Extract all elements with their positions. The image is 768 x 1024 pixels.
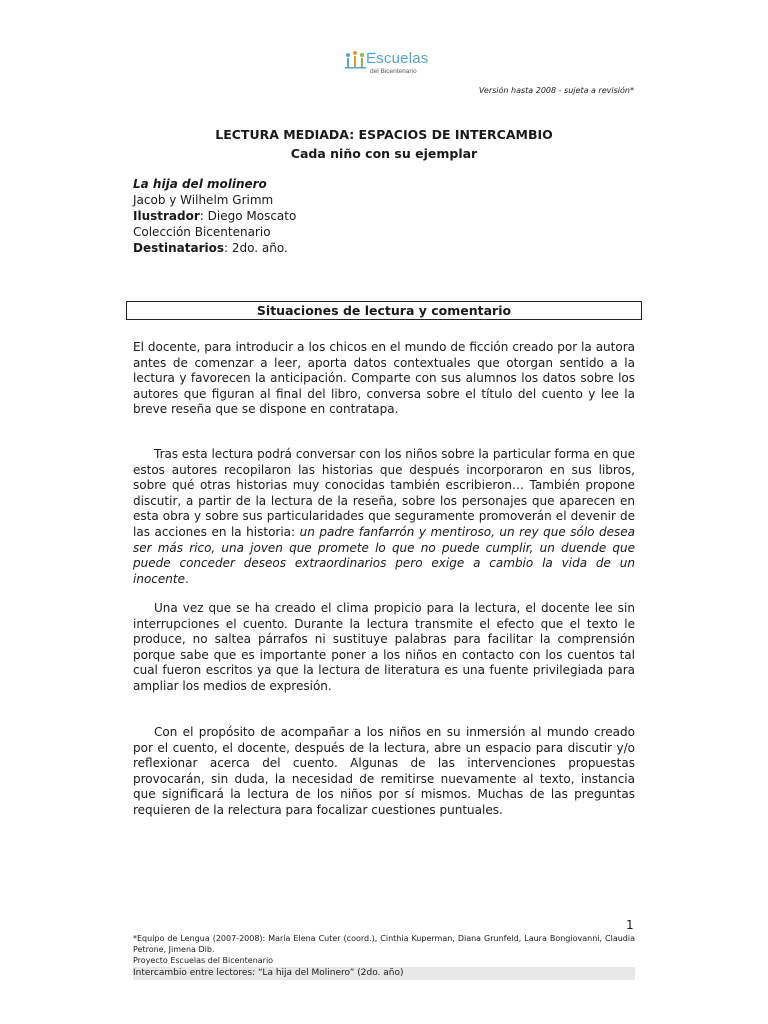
logo-title: Escuelas [366, 50, 429, 67]
document-title: LECTURA MEDIADA: ESPACIOS DE INTERCAMBIO [215, 127, 553, 142]
paragraph-2 [133, 447, 635, 587]
children-figures-icon [344, 50, 368, 72]
illustrator-label: Ilustrador [133, 209, 200, 223]
footnote-credits: *Equipo de Lengua (2007-2008): María Elena Cuter (coord.), Cinthia Kuperman, Diana Grunfeld, Laura Bongiovanni, Claudia Petrone, Jimena Dib. [133, 934, 635, 954]
illustrator-value: : Diego Moscato [199, 209, 297, 223]
paragraph-4: Con el propósito de acompañar a los niños en su inmersión al mundo creado por el cuento, el docente, después de la lectura, abre un espacio para discutir y/o reflexionar acerca del cuento. Algunas de las intervenciones propuestas provocarán, sin duda, la necesidad de remitirse nuevamente al texto, instancia que significará la lectura de los niños por sí mismos. Muchas de las preguntas requieren de la relectura para focalizar cuestiones puntuales. [133, 725, 635, 817]
escuelas-logo [344, 48, 454, 82]
paragraph-1: El docente, para introducir a los chicos en el mundo de ficción creado por la autora antes de comenzar a leer, aporta datos contextuales que otorgan sentido a la lectura y favorecen la anticipación. Comparte con sus alumnos los datos sobre los autores que figuran al final del libro, conversa sobre el título del cuento y lee la breve reseña que se dispone en contratapa. [133, 340, 635, 417]
recipients-value: : 2do. año. [223, 241, 288, 255]
book-authors: Jacob y Wilhelm Grimm [133, 193, 274, 207]
paragraph-2-end: . [184, 571, 189, 586]
logo-subtitle: del Bicentenario [370, 68, 417, 75]
book-illustrator [133, 208, 296, 224]
recipients-label: Destinatarios [133, 241, 224, 255]
book-metadata [133, 176, 296, 256]
book-collection: Colección Bicentenario [133, 225, 271, 239]
section-title-box: Situaciones de lectura y comentario [126, 301, 642, 320]
paragraph-3: Una vez que se ha creado el clima propicio para la lectura, el docente lee sin interrupciones el cuento. Durante la lectura transmite el efecto que el texto le produce, no saltea párrafos ni sustituye palabras para facilitar la comprensión porque sabe que es importante poner a los niños en contacto con los cuentos tal cual fueron escritos ya que la lectura de literatura es una fuente privilegiada para ampliar los medios de expresión. [133, 601, 635, 693]
page-number: 1 [626, 918, 634, 932]
paragraph-2-italic: un padre fanfarrón y mentiroso, un rey que sólo desea ser más rico, una joven que promete lo que no puede cumplir, un duende que puede conceder deseos extraordinarios pero exige a cambio la vida de un inocente [133, 524, 636, 586]
footnote-project: Proyecto Escuelas del Bicentenario [133, 956, 274, 965]
paragraph-2-start: Tras esta lectura podrá conversar con los niños sobre la particular forma en que estos autores recopilaron las historias que después incorporaron en sus libros, sobre qué otras historias muy conocidas también escribieron… También propone discutir, a partir de la lectura de la reseña, sobre los personajes que aparecen en esta obra y sobre sus particularidades que seguramente promoverán el devenir de las acciones en la historia: [133, 447, 635, 539]
book-recipients [133, 240, 296, 256]
footnote [133, 933, 635, 966]
page-footer: Intercambio entre lectores: “La hija del Molinero” (2do. año) [133, 967, 635, 980]
document-subtitle: Cada niño con su ejemplar [290, 146, 478, 161]
version-note: Versión hasta 2008 - sujeta a revisión* [478, 86, 634, 95]
book-title: La hija del molinero [133, 177, 267, 191]
